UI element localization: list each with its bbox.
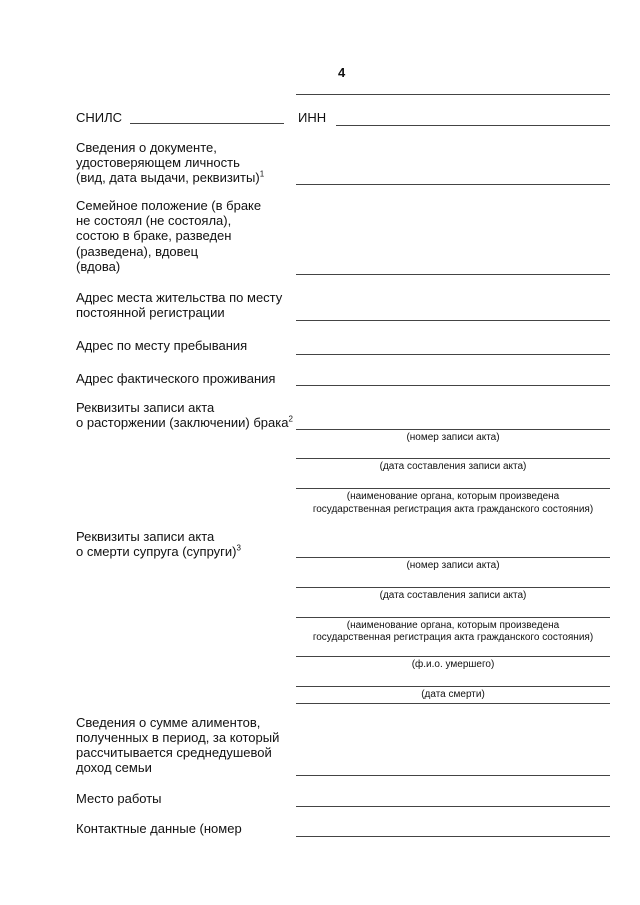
address-stay-label: Адрес по месту пребывания	[76, 338, 248, 353]
death-date-field[interactable]	[296, 587, 610, 588]
inn-field[interactable]	[336, 125, 610, 126]
workplace-field[interactable]	[296, 806, 610, 807]
contacts-label: Контактные данные (номер	[76, 821, 242, 836]
death-fio-caption: (ф.и.о. умершего)	[411, 659, 495, 670]
address-actual-label: Адрес фактического проживания	[76, 371, 276, 386]
death-number-caption: (номер записи акта)	[406, 560, 500, 571]
contacts-field[interactable]	[296, 836, 610, 837]
marital-field[interactable]	[296, 274, 610, 275]
alimony-label-line3: рассчитывается среднедушевой	[76, 745, 272, 760]
divorce-date-field[interactable]	[296, 458, 610, 459]
top-rule	[296, 94, 610, 95]
footnote-2: 2	[288, 414, 293, 424]
divorce-org-field[interactable]	[296, 488, 610, 489]
marital-label-line1: Семейное положение (в браке	[76, 198, 262, 213]
alimony-field[interactable]	[296, 775, 610, 776]
divorce-date-caption: (дата составления записи акта)	[379, 461, 527, 472]
snils-field[interactable]	[130, 123, 284, 124]
footnote-1: 1	[259, 169, 265, 179]
marital-label-line3: состою в браке, разведен	[76, 228, 232, 243]
address-permanent-line2: постоянной регистрации	[76, 305, 225, 320]
address-actual-field[interactable]	[296, 385, 610, 386]
divorce-number-field[interactable]	[296, 429, 610, 430]
page-number: 4	[338, 65, 346, 80]
doc-id-label-text: (вид, дата выдачи, реквизиты)	[76, 170, 260, 185]
address-permanent-line1: Адрес места жительства по месту	[76, 290, 283, 305]
footnote-3: 3	[236, 543, 241, 553]
death-number-field[interactable]	[296, 557, 610, 558]
death-fio-field[interactable]	[296, 656, 610, 657]
death-label-text: о смерти супруга (супруги)	[76, 544, 237, 559]
doc-id-field[interactable]	[296, 184, 610, 185]
divorce-org-caption-line1: (наименование органа, которым произведена	[346, 491, 560, 502]
death-label-line1: Реквизиты записи акта	[76, 529, 215, 544]
divorce-label-line1: Реквизиты записи акта	[76, 400, 215, 415]
marital-label-line5: (вдова)	[76, 259, 121, 274]
death-org-field[interactable]	[296, 617, 610, 618]
address-permanent-field[interactable]	[296, 320, 610, 321]
doc-id-label-line3	[76, 170, 264, 186]
inn-label: ИНН	[298, 110, 327, 125]
death-org-caption-line2: государственная регистрация акта гражданского состояния)	[312, 632, 594, 643]
alimony-label-line4: доход семьи	[76, 760, 152, 775]
snils-label: СНИЛС	[76, 110, 123, 125]
divorce-org-caption-line2: государственная регистрация акта гражданского состояния)	[312, 504, 594, 515]
doc-id-label-line2: удостоверяющем личность	[76, 155, 240, 170]
divorce-number-caption: (номер записи акта)	[406, 432, 500, 443]
death-date-caption: (дата составления записи акта)	[379, 590, 527, 601]
divorce-label-text: о расторжении (заключении) брака	[76, 415, 289, 430]
marital-label-line2: не состоял (не состояла),	[76, 213, 232, 228]
alimony-label-line2: полученных в период, за который	[76, 730, 280, 745]
death-extra-rule	[296, 703, 610, 704]
workplace-label: Место работы	[76, 791, 162, 806]
marital-label-line4: (разведена), вдовец	[76, 244, 199, 259]
address-stay-field[interactable]	[296, 354, 610, 355]
divorce-label-line2	[76, 415, 293, 431]
death-date-of-death-caption: (дата смерти)	[421, 689, 485, 700]
death-date-of-death-field[interactable]	[296, 686, 610, 687]
doc-id-label-line1: Сведения о документе,	[76, 140, 217, 155]
death-label-line2	[76, 544, 241, 560]
death-org-caption-line1: (наименование органа, которым произведена	[346, 620, 560, 631]
alimony-label-line1: Сведения о сумме алиментов,	[76, 715, 261, 730]
